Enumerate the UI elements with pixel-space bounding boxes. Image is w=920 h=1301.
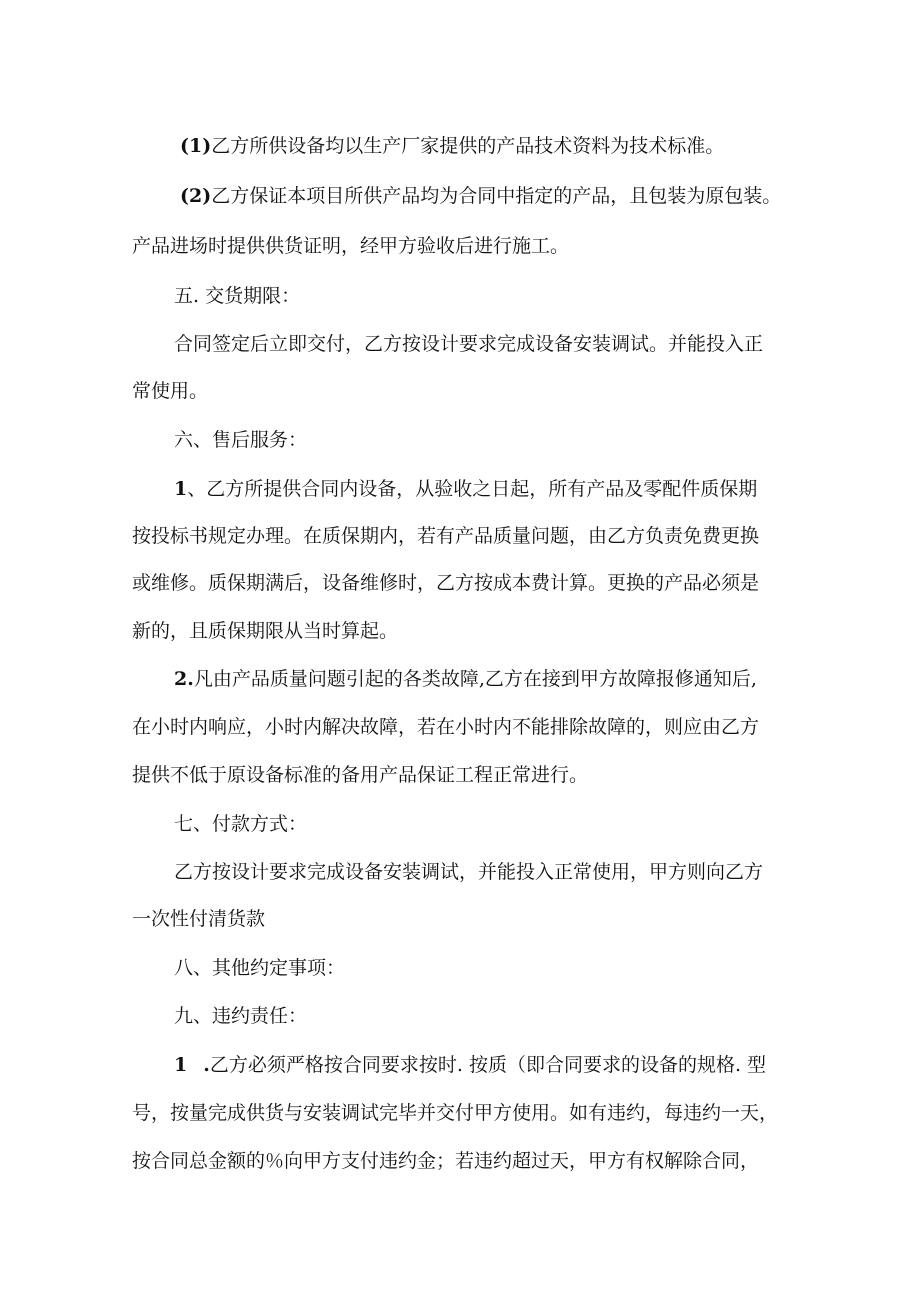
liability-item-1-line-2 [0,1100,920,1126]
paragraph-text: 一次性付清货款 [132,908,266,930]
item-number: 1 [174,1054,188,1076]
heading-text: 六、售后服务： [174,429,308,451]
paragraph-text: 在小时内响应，小时内解决故障，若在小时内不能排除故障的，则应由乙方 [132,716,760,738]
item-number: 2. [174,668,194,690]
section-heading-6 [0,427,920,453]
service-item-1-line-4 [0,618,920,644]
service-item-1-line-3 [0,570,920,596]
heading-text: 五. 交货期限： [174,285,301,307]
paragraph-text: 乙方必须严格按合同要求按时. 按质（即合同要求的设备的规格. 型 [209,1054,767,1076]
item-number-dot: . [203,1054,210,1076]
service-item-1-line-2 [0,523,920,549]
item-number: (1) [180,135,212,157]
service-item-2-line-3 [0,762,920,788]
heading-text: 九、违约责任： [174,1005,308,1027]
paragraph-text: 常使用。 [132,380,209,402]
liability-item-1-line-1 [0,1052,920,1078]
service-item-2-line-1 [0,666,920,692]
paragraph-text: 或维修。质保期满后，设备维修时，乙方按成本费计算。更换的产品必须是 [132,572,760,594]
payment-paragraph-line-2 [0,906,920,932]
clause-5-item-1 [0,133,920,159]
item-number: 1 [174,478,188,500]
service-item-2-line-2 [0,714,920,740]
paragraph-text: 号，按量完成供货与安装调试完毕并交付甲方使用。如有违约，每违约一天， [132,1102,779,1124]
item-number: (2) [180,185,212,207]
delivery-paragraph-line-2 [0,378,920,404]
paragraph-text: 按合同总金额的％向甲方支付违约金；若违约超过天，甲方有权解除合同， [132,1150,760,1172]
payment-paragraph-line-1 [0,859,920,885]
section-heading-8 [0,955,920,981]
section-heading-9 [0,1003,920,1029]
heading-text: 八、其他约定事项： [174,957,346,979]
paragraph-text: 合同签定后立即交付，乙方按设计要求完成设备安装调试。并能投入正 [174,333,764,355]
service-item-1-line-1 [0,476,920,502]
paragraph-text: 乙方按设计要求完成设备安装调试，并能投入正常使用，甲方则向乙方 [174,861,764,883]
clause-5-item-2-continued [0,233,920,259]
heading-text: 七、付款方式： [174,813,308,835]
paragraph-text: 产品进场时提供供货证明，经甲方验收后进行施工。 [132,235,570,257]
clause-5-item-2 [0,183,920,209]
paragraph-text: 按投标书规定办理。在质保期内，若有产品质量问题，由乙方负责免费更换 [132,525,760,547]
liability-item-1-line-3 [0,1148,920,1174]
paragraph-text: 乙方所供设备均以生产厂家提供的产品技术资料为技术标准。 [211,135,725,157]
section-heading-7 [0,811,920,837]
paragraph-text: 凡由产品质量问题引起的各类故障,乙方在接到甲方故障报修通知后, [193,668,757,690]
paragraph-text: 新的，且质保期限从当时算起。 [132,620,399,642]
delivery-paragraph-line-1 [0,331,920,357]
paragraph-text: 、乙方所提供合同内设备，从验收之日起，所有产品及零配件质保期 [187,478,758,500]
paragraph-text: 提供不低于原设备标准的备用产品保证工程正常进行。 [132,764,589,786]
paragraph-text: 乙方保证本项目所供产品均为合同中指定的产品，且包装为原包装。 [211,185,782,207]
section-heading-5 [0,283,920,309]
